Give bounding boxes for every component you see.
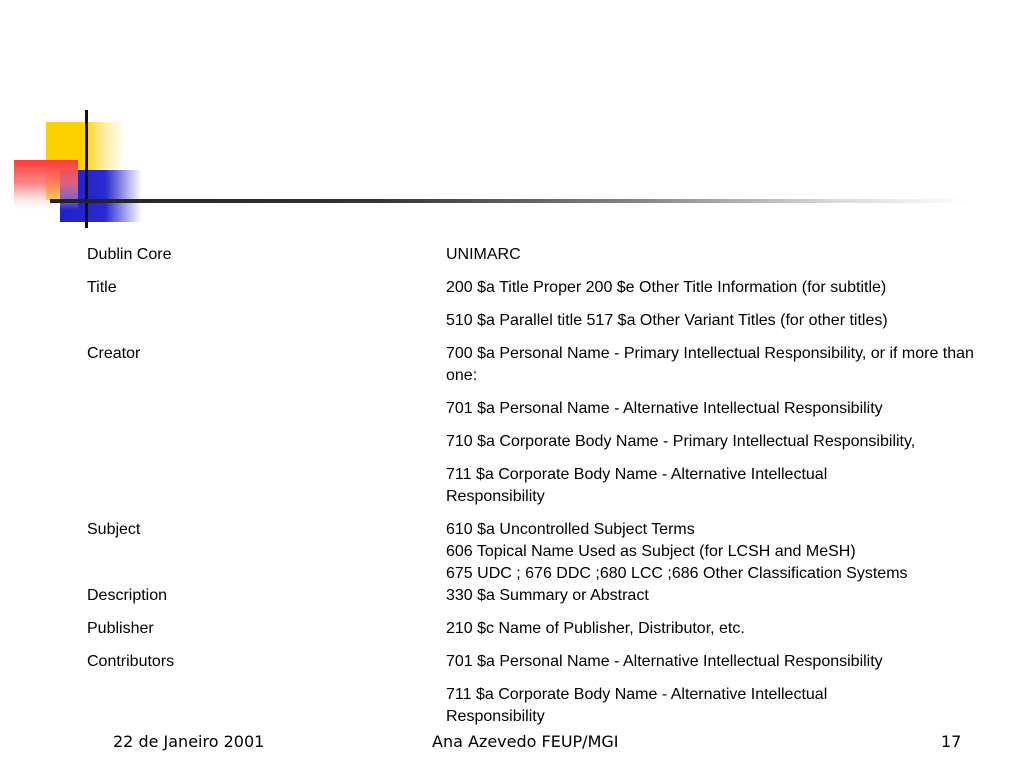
table-row (87, 585, 1007, 607)
table-row (87, 343, 1007, 387)
dc-element: Contributors (87, 653, 175, 670)
dc-element (87, 464, 446, 508)
horizontal-rule (50, 199, 970, 203)
dc-element: Creator (87, 345, 141, 362)
header-dublin-core: Dublin Core (87, 246, 172, 263)
slide-decoration (0, 0, 1024, 240)
dc-element (87, 684, 446, 728)
dc-element: Description (87, 587, 168, 604)
unimarc-field: 610 $a Uncontrolled Subject Terms 606 Topical Name Used as Subject (for LCSH and MeSH) 675 UDC ; 676 DDC ;680 LCC ;686 Other Classification Systems (446, 521, 908, 582)
table-row (87, 431, 1007, 453)
dc-element (87, 398, 446, 420)
dc-element: Title (87, 279, 117, 296)
unimarc-field: 710 $a Corporate Body Name - Primary Intellectual Responsibility, (446, 433, 916, 450)
vertical-rule (85, 110, 88, 228)
dc-element: Publisher (87, 620, 154, 637)
footer-date: 22 de Janeiro 2001 (113, 732, 265, 751)
table-row (87, 464, 1007, 508)
unimarc-field: 701 $a Personal Name - Alternative Intellectual Responsibility (446, 400, 883, 417)
slide-number: 17 (941, 732, 962, 751)
table-row (87, 310, 1007, 332)
unimarc-field: 210 $c Name of Publisher, Distributor, etc. (446, 620, 745, 637)
unimarc-field: 711 $a Corporate Body Name - Alternative Intellectual Responsibility (446, 686, 828, 725)
unimarc-field: 330 $a Summary or Abstract (446, 587, 649, 604)
dc-element (87, 310, 446, 332)
dc-element: Subject (87, 521, 141, 538)
unimarc-field: 700 $a Personal Name - Primary Intellectual Responsibility, or if more than one: (446, 345, 974, 384)
table-row (87, 618, 1007, 640)
header-unimarc: UNIMARC (446, 246, 521, 263)
table-header-row (87, 244, 1007, 266)
unimarc-field: 711 $a Corporate Body Name - Alternative Intellectual Responsibility (446, 466, 828, 505)
slide-footer (0, 732, 1024, 756)
table-row (87, 684, 1007, 728)
table-row (87, 519, 1007, 585)
dc-element (87, 431, 446, 453)
unimarc-field: 510 $a Parallel title 517 $a Other Variant Titles (for other titles) (446, 312, 888, 329)
unimarc-field: 701 $a Personal Name - Alternative Intellectual Responsibility (446, 653, 883, 670)
unimarc-field: 200 $a Title Proper 200 $e Other Title Information (for subtitle) (446, 279, 887, 296)
table-row (87, 398, 1007, 420)
mapping-table (87, 244, 1007, 728)
footer-author: Ana Azevedo FEUP/MGI (432, 732, 619, 751)
table-row (87, 277, 1007, 299)
table-row (87, 651, 1007, 673)
